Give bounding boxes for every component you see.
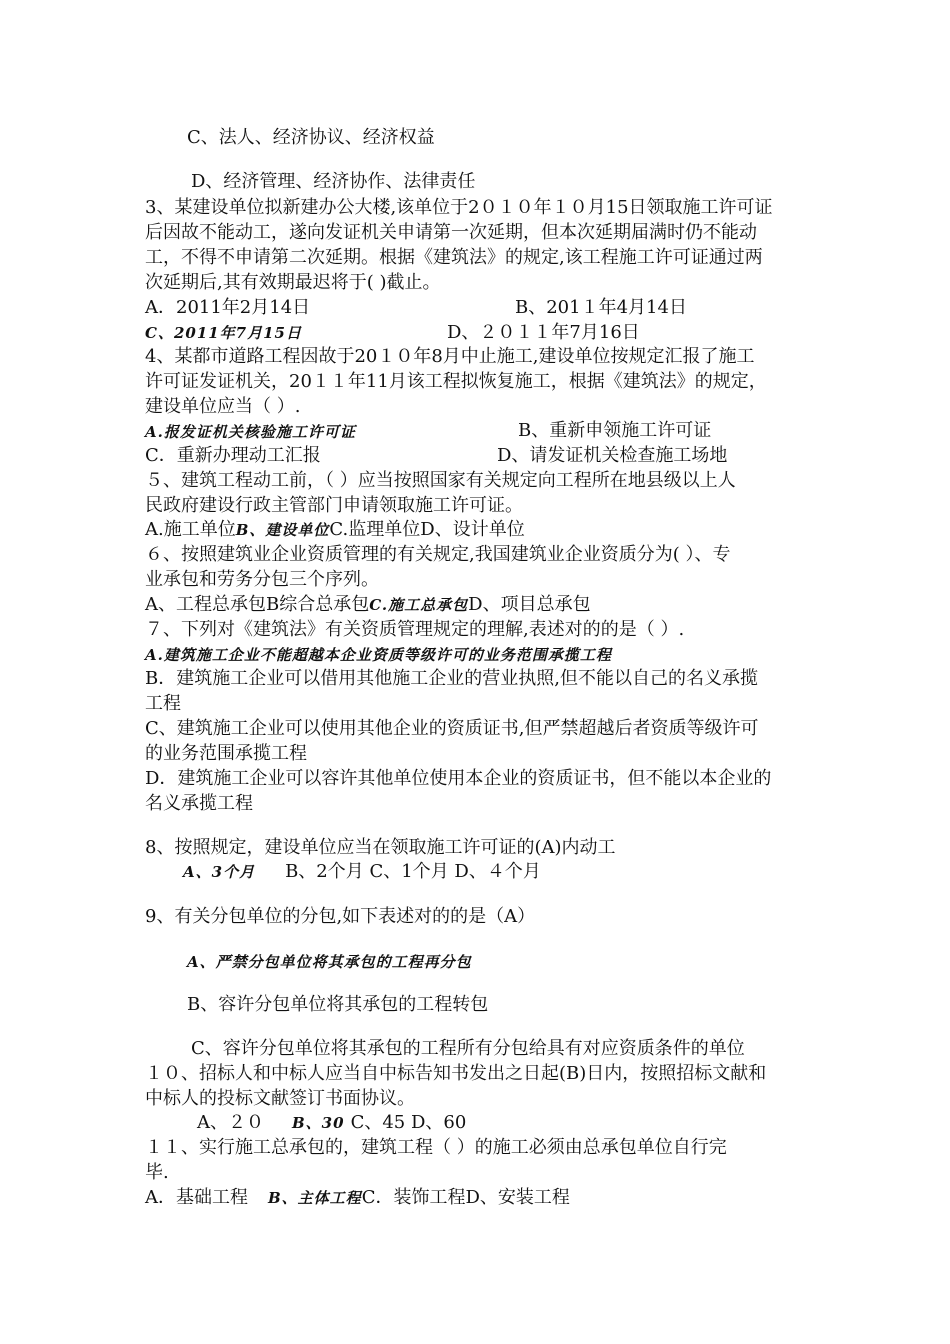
option-line [183, 860, 541, 884]
option-text: A.施工单位 [145, 519, 236, 540]
option-line [145, 518, 525, 542]
answer-option: A.建筑施工企业不能超越本企业资质等级许可的业务范围承揽工程 [145, 646, 612, 664]
question-text: 业承包和劳务分包三个序列。 [145, 569, 379, 590]
option-line: D．建筑施工企业可以容许其他单位使用本企业的资质证书，但不能以本企业的 [145, 768, 772, 789]
question-text: ５、建筑工程动工前，（ ）应当按照国家有关规定向工程所在地县级以上人 [145, 470, 736, 491]
option-line: C、法人、经济协议、经济权益 [187, 127, 435, 148]
question-text: 8、按照规定，建设单位应当在领取施工许可证的(A)内动工 [145, 837, 616, 858]
answer-option: C、2011年7月15日 [145, 324, 302, 342]
option-line: B、容许分包单位将其承包的工程转包 [187, 994, 489, 1015]
answer-option: A、3个月 [183, 863, 256, 881]
option-line [145, 593, 591, 617]
option-text: A、工程总承包B综合总承包 [145, 594, 370, 615]
option-line: D、经济管理、经济协作、法律责任 [191, 171, 476, 192]
question-text: 4、某都市道路工程因故于20１０年8月中止施工,建设单位按规定汇报了施工 [145, 346, 755, 367]
question-text: 后因故不能动工，遂向发证机关申请第一次延期，但本次延期届满时仍不能动 [145, 222, 757, 243]
question-text: ７、下列对《建筑法》有关资质管理规定的理解,表述对的的是（ ）. [145, 619, 685, 640]
option-line: C、容许分包单位将其承包的工程所有分包给具有对应资质条件的单位 [191, 1038, 745, 1059]
option-text: A．基础工程 [145, 1187, 248, 1208]
option-line [197, 1111, 466, 1135]
answer-option: C.施工总承包 [369, 596, 469, 614]
question-text: １１、实行施工总承包的，建筑工程（ ）的施工必须由总承包单位自行完 [145, 1137, 727, 1158]
option-line: A．2011年2月14日 [145, 297, 311, 318]
option-text: D、项目总承包 [468, 594, 591, 615]
option-text: A、２０ [197, 1112, 264, 1133]
question-text: 民政府建设行政主管部门申请领取施工许可证。 [145, 495, 523, 516]
answer-option: B、建设单位 [235, 521, 330, 539]
question-text: 9、有关分包单位的分包,如下表述对的的是（A） [145, 906, 536, 927]
question-text: 毕. [145, 1162, 169, 1183]
option-text: B、2个月 C、1个月 D、４个月 [285, 861, 541, 882]
answer-option: B、主体工程 [268, 1189, 362, 1207]
question-text: 3、某建设单位拟新建办公大楼,该单位于2０１０年１０月15日领取施工许可证 [145, 197, 773, 218]
option-line: 的业务范围承揽工程 [145, 743, 307, 764]
option-line: B、重新申领施工许可证 [518, 420, 712, 441]
option-text: C.监理单位D、设计单位 [329, 519, 525, 540]
option-line: D、２０１１年7月16日 [447, 322, 640, 343]
option-line: C、建筑施工企业可以使用其他企业的资质证书,但严禁超越后者资质等级许可 [145, 718, 759, 739]
option-text: C．装饰工程D、安装工程 [361, 1187, 570, 1208]
option-line: B．建筑施工企业可以借用其他施工企业的营业执照,但不能以自己的名义承揽 [145, 668, 758, 689]
option-line: 名义承揽工程 [145, 793, 253, 814]
question-text: 次延期后,其有效期最迟将于( )截止。 [145, 272, 441, 293]
answer-option: A、严禁分包单位将其承包的工程再分包 [187, 953, 472, 971]
question-text: 许可证发证机关，20１１年11月该工程拟恢复施工，根据《建筑法》的规定， [145, 371, 767, 392]
answer-option: A.报发证机关核验施工许可证 [145, 423, 356, 441]
question-text: １０、招标人和中标人应当自中标告知书发出之日起(B)日内，按照招标文献和 [145, 1063, 767, 1084]
question-text: 工，不得不申请第二次延期。根据《建筑法》的规定,该工程施工许可证通过两 [145, 247, 763, 268]
question-text: 中标人的投标文献签订书面协议。 [145, 1088, 415, 1109]
option-line: C．重新办理动工汇报 [145, 445, 321, 466]
answer-option: B、30 [292, 1114, 345, 1132]
option-text: C、45 D、60 [350, 1112, 467, 1133]
option-line: D、请发证机关检查施工场地 [497, 445, 728, 466]
option-line [145, 1186, 570, 1210]
question-text: 建设单位应当（ ）. [145, 396, 301, 417]
option-line: B、201１年4月14日 [515, 297, 687, 318]
question-text: ６、按照建筑业企业资质管理的有关规定,我国建筑业企业资质分为( ）、专 [145, 544, 731, 565]
option-line: 工程 [145, 693, 181, 714]
